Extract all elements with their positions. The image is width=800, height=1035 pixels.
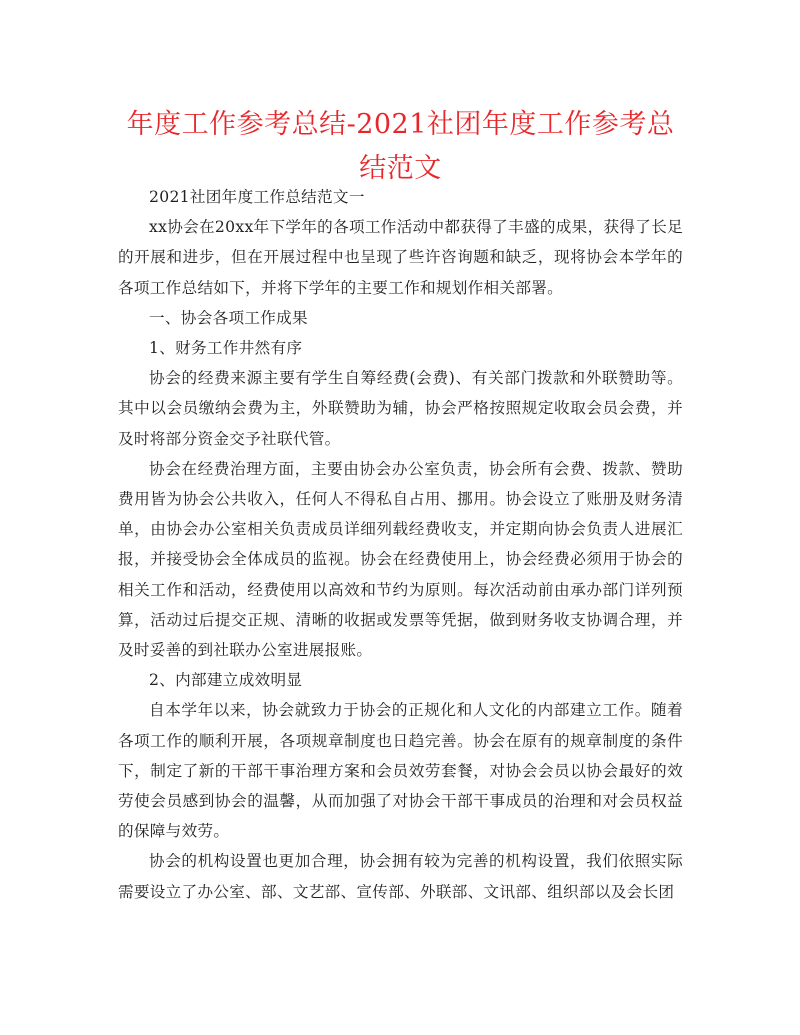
paragraph-finance-management: 协会在经费治理方面，主要由协会办公室负责，协会所有会费、拨款、赞助费用皆为协会公共收入，任何人不得私自占用、挪用。协会设立了账册及财务清单，由协会办公室相关负责成员详细列载经费收支，并定期向协会负责人进展汇报，并接受协会全体成员的监视。协会在经费使用上，协会经费必须用于协会的相关工作和活动，经费使用以高效和节约为原则。每次活动前由承办部门详列预算，活动过后提交正规、清晰的收据或发票等凭据，做到财务收支协调合理，并及时妥善的到社联办公室进展报账。 [118,459,683,660]
paragraph-finance-sources: 协会的经费来源主要有学生自筹经费(会费)、有关部门拨款和外联赞助等。其中以会员缴纳会费为主，外联赞助为辅，协会严格按照规定收取会员会费，并及时将部分资金交予社联代管。 [118,369,683,448]
paragraph-heading-sample: 2021社团年度工作总结范文一 [149,188,365,206]
section-heading-achievements: 一、协会各项工作成果 [149,308,308,327]
paragraph-intro: xx协会在20xx年下学年的各项工作活动中都获得了丰盛的成果，获得了长足的开展和进步，但在开展过程中也呈现了些许咨询题和缺乏，现将协会本学年的各项工作总结如下，并将下学年的主要工作和规划作相关部署。 [118,218,683,297]
subheading-internal-building: 2、内部建立成效明显 [149,671,303,690]
document-body [118,182,683,907]
paragraph-organization: 协会的机构设置也更加合理，协会拥有较为完善的机构设置，我们依照实际需要设立了办公室、部、文艺部、宣传部、外联部、文讯部、组织部以及会长团 [118,852,683,901]
document-title: 年度工作参考总结-2021社团年度工作参考总结范文 [126,109,675,184]
subheading-finance: 1、财务工作井然有序 [149,339,303,358]
paragraph-internal-building: 自本学年以来，协会就致力于协会的正规化和人文化的内部建立工作。随着各项工作的顺利开展，各项规章制度也日趋完善。协会在原有的规章制度的条件下，制定了新的干部干事治理方案和会员效劳套餐，对协会会员以协会最好的效劳使会员感到协会的温馨，从而加强了对协会干部干事成员的治理和对会员权益的保障与效劳。 [118,701,683,841]
